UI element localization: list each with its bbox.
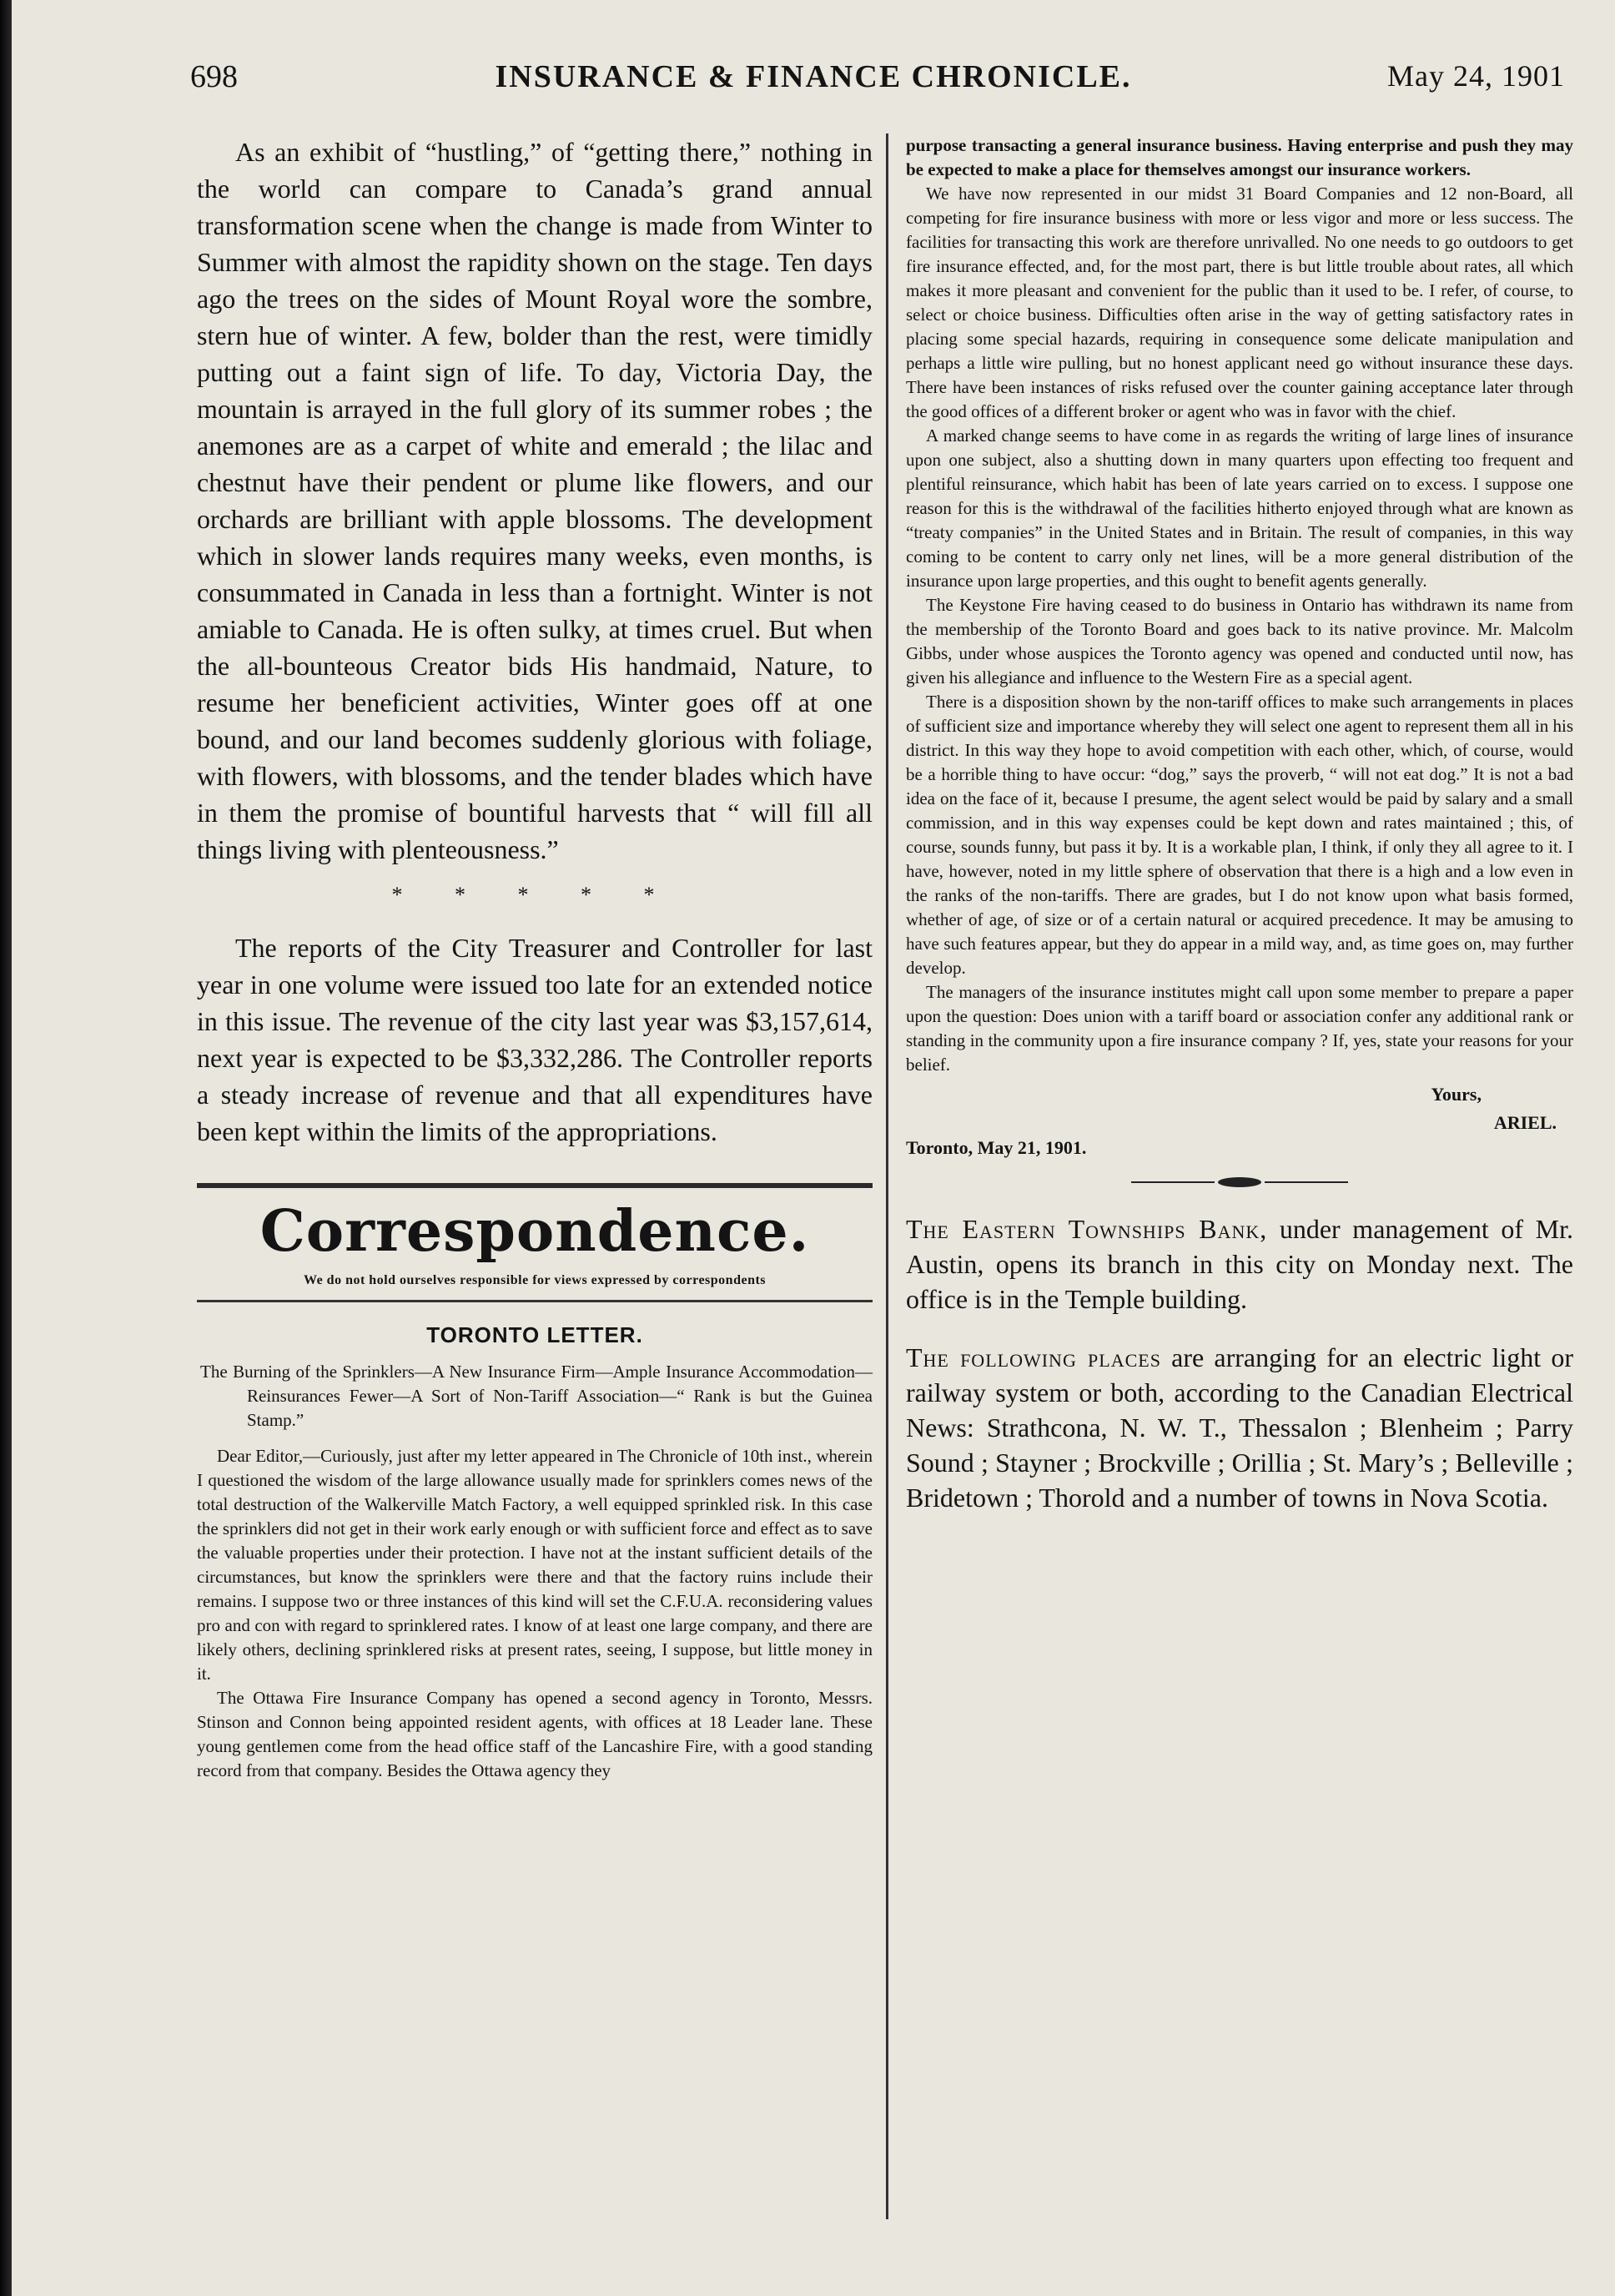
letter-paragraph: There is a disposition shown by the non-tariff offices to make such arrangements in places of sufficient size and importance whereby they will select one agent to represent them all in his district. In this way they hope to avoid competition with each other, which, of course, would be a horrible thing to have occur: “dog,” says the proverb, “ will not eat dog.” It is not a bad idea on the face of it, because I presume, the agent select would be paid by salary and a small commission, and in this way expenses could be kept down and rates maintained ; this, of course, sounds funny, but pass it by. It is a workable plan, I think, if only they all agree to it. I have, however, noted in my little sphere of observation that there is a high and a low even in the ranks of the non-tariffs. There are grades, but I do not know upon what basis formed, whether of age, of size or of a certain natural or acquired precedence. It may be amusing to have such features appear, but they do appear in a mild way, and, as time goes on, may further develop. bbox=[906, 692, 1573, 978]
journal-title: INSURANCE & FINANCE CHRONICLE. bbox=[495, 59, 1132, 94]
page-number: 698 bbox=[190, 59, 238, 94]
editorial-paragraph-hustling: As an exhibit of “hustling,” of “getting there,” nothing in the world can compare to Canada’s grand annual transformation scene when the change is made from Winter to Summer with almost the rapidity shown on the stage. Ten days ago the trees on the sides of Mount Royal wore the sombre, stern hue of winter. A few, bolder than the rest, were timidly putting out a faint sign of life. To day, Victoria Day, the mountain is arrayed in the full glory of its summer robes ; the anemones are as a carpet of white and emerald ; the lilac and chestnut have their pendent or plume like flowers, and our orchards are brilliant with apple blossoms. The development which in slower lands requires many weeks, even months, is consummated in Canada in less than a fortnight. Winter is not amiable to Canada. He is often sulky, at times cruel. But when the all-bounteous Creator bids His handmaid, Nature, to resume her beneficient activities, Winter goes off at one bound, and our land becomes suddenly glorious with foliage, with flowers, with blossoms, and the tender blades which have in them the promise of bountiful harvests that “ will fill all things living with plenteousness.” bbox=[197, 137, 873, 864]
issue-date: May 24, 1901 bbox=[1387, 59, 1565, 93]
correspondence-title: Correspondence. bbox=[259, 1198, 810, 1265]
letter-heading: TORONTO LETTER. bbox=[426, 1322, 643, 1347]
notice-eastern-townships-bank: The Eastern Townships Bank, under management of Mr. Austin, opens its branch in this city on Monday next. The office is in the Temple building. bbox=[906, 1214, 1573, 1314]
book-spine bbox=[0, 0, 12, 2296]
letter-paragraph: The Keystone Fire having ceased to do business in Ontario has withdrawn its name from the membership of the Toronto Board and goes back to its native province. Mr. Malcolm Gibbs, under whose auspices the Toronto agency was opened and conducted until now, has given his allegiance and influence to the Western Fire as a special agent. bbox=[906, 595, 1573, 687]
page-header bbox=[12, 58, 1615, 108]
letter-subheading: The Burning of the Sprinklers—A New Insurance Firm—Ample Insurance Accommodation—Reinsurances Fewer—A Sort of Non-Tariff Association—“ Rank is but the Guinea Stamp.” bbox=[200, 1362, 873, 1430]
letter-paragraph: The managers of the insurance institutes might call upon some member to prepare a paper upon the question: Does union with a tariff board or association confer any additional rank or standing in the community upon a fire insurance company ? If, yes, state your reasons for your belief. bbox=[906, 982, 1573, 1075]
section-break-stars: * * * * * bbox=[391, 883, 678, 907]
newspaper-page bbox=[12, 0, 1615, 2296]
ornamental-rule bbox=[906, 1176, 1573, 1193]
editorial-paragraph-reports: The reports of the City Treasurer and Controller for last year in one volume were issued too late for an extended notice in this issue. The revenue of the city last year was $3,157,614, next year is expected to be $3,332,286. The Controller reports a steady increase of revenue and that all expenditures have been kept within the limits of the appropriations. bbox=[197, 933, 873, 1146]
letter-paragraph: The Ottawa Fire Insurance Company has opened a second agency in Toronto, Messrs. Stinson and Connon being appointed resident agents, with offices at 18 Leader lane. These young gentlemen come from the head office staff of the Lancashire Fire, with a good standing record from that company. Besides the Ottawa agency they bbox=[197, 1688, 873, 1780]
signoff-name: ARIEL. bbox=[1493, 1112, 1557, 1133]
correspondence-disclaimer: We do not hold ourselves responsible for views expressed by correspondents bbox=[303, 1273, 767, 1287]
left-column bbox=[197, 133, 873, 1783]
signoff-place-date: Toronto, May 21, 1901. bbox=[906, 1137, 1087, 1158]
notice-electric-light-places: The following places are arranging for an electric light or railway system or both, according to the Canadian Electrical News: Strathcona, N. W. T., Thessalon ; Blenheim ; Parry Sound ; Stayner ; Brockville ; Orillia ; St. Mary’s ; Belleville ; Bridetown ; Thorold and a number of towns in Nova Scotia. bbox=[906, 1342, 1573, 1513]
letter-paragraph: Dear Editor,—Curiously, just after my letter appeared in The Chronicle of 10th inst., wherein I questioned the wisdom of the large allowance usually made for sprinklers comes news of the total destruction of the Walkerville Match Factory, a well equipped sprinkled risk. In this case the sprinklers did not get in their work early enough or with sufficient force and effect as to save the valuable properties under their protection. I have not at the instant sufficient details of the circumstances, but know the sprinklers were there and that the factory ruins include their remains. I suppose two or three instances of this kind will set the C.F.U.A. reconsidering values pro and con with regard to sprinklered rates. I know of at least one large company, and there are likely others, declining sprinklered risks at present rates, seeing, I suppose, but little money in it. bbox=[197, 1446, 873, 1684]
signoff-yours: Yours, bbox=[1431, 1084, 1482, 1105]
right-column bbox=[906, 133, 1573, 1538]
letter-paragraph: A marked change seems to have come in as regards the writing of large lines of insurance upon one subject, also a shutting down in many quarters upon effecting too frequent and plentiful reinsurance, which habit has been of late years carried on to excess. I suppose one reason for this is the withdrawal of the facilities hitherto enjoyed through what are known as “treaty companies” in the United States and in Britain. The result of companies, in this way coming to be content to carry only net lines, will be a more general distribution of the insurance upon large properties, and this ought to benefit agents generally. bbox=[906, 425, 1573, 591]
section-rule bbox=[197, 1183, 873, 1188]
column-divider bbox=[886, 133, 888, 2219]
double-rule bbox=[197, 1300, 873, 1302]
letter-paragraph: We have now represented in our midst 31 Board Companies and 12 non-Board, all competing for fire insurance business with more or less vigor and more or less success. The facilities for transacting this work are therefore unrivalled. No one needs to go outdoors to get fire insurance effected, and, for the most part, there is but little trouble about rates, all which makes it more pleasant and convenient for the public than it used to be. I refer, of course, to select or choice business. Difficulties often arise in the way of getting satisfactory rates in placing some special hazards, requiring in consequence some delicate manipulation and perhaps a little wire pulling, but no honest applicant need go without insurance these days. There have been instances of risks refused over the counter gaining acceptance later through the good offices of a different broker or agent who was in favor with the chief. bbox=[906, 184, 1573, 421]
letter-paragraph-continued: purpose transacting a general insurance business. Having enterprise and push they may be expected to make a place for themselves amongst our insurance workers. bbox=[906, 135, 1573, 179]
